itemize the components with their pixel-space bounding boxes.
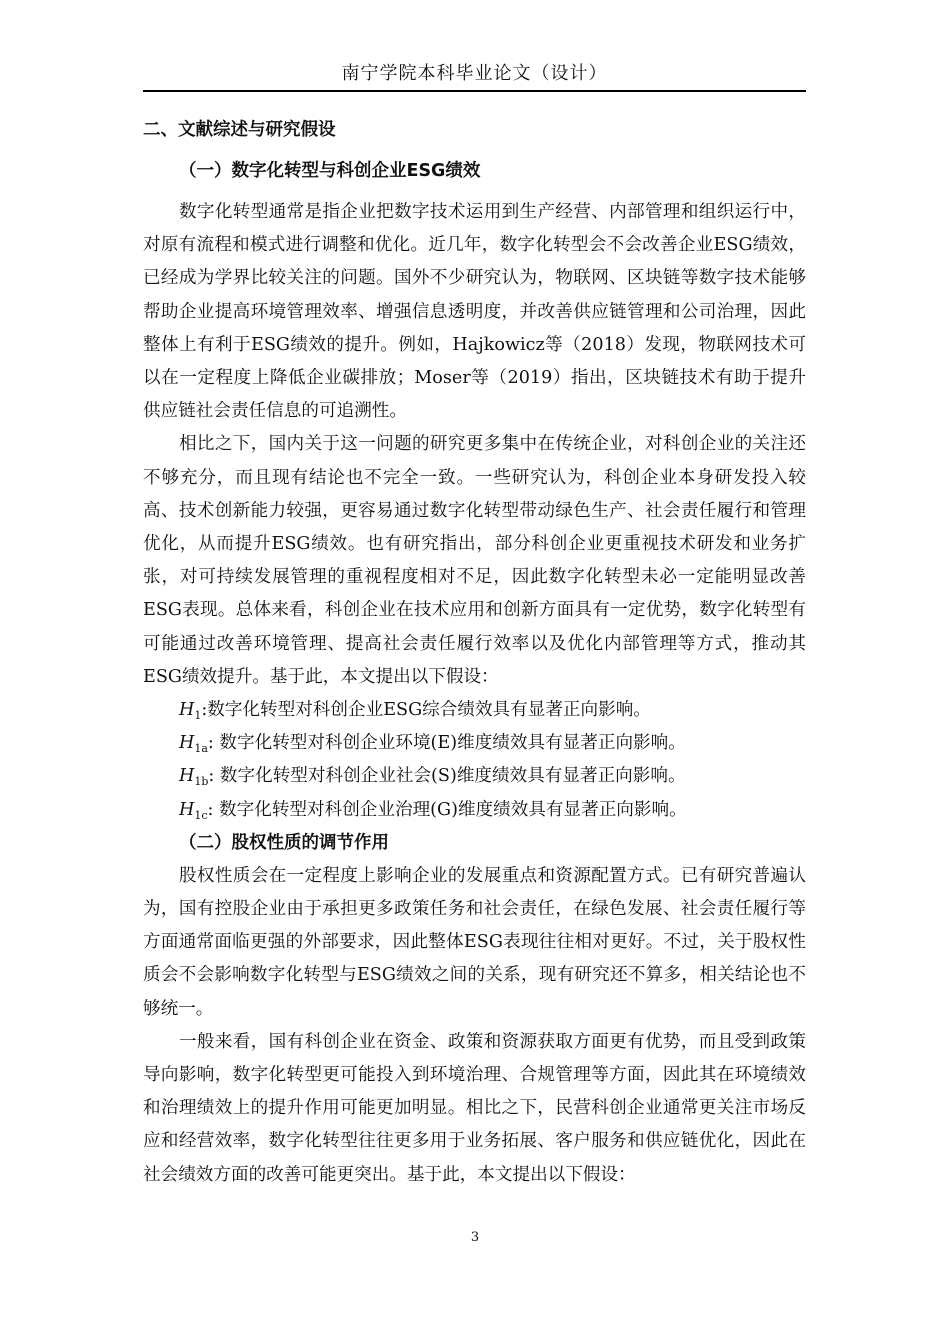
hypothesis-subscript: 1a — [194, 742, 208, 756]
hypothesis-subscript: 1b — [194, 775, 209, 789]
hypothesis-symbol: H — [179, 766, 195, 787]
page-body — [143, 114, 806, 1192]
page-header: 南宁学院本科毕业论文（设计） — [341, 63, 608, 84]
hypothesis-subscript: 1c — [194, 808, 208, 822]
subsection-heading-1: （一）数字化转型与科创企业ESG绩效 — [179, 161, 481, 181]
hypothesis-h1 — [143, 694, 806, 727]
header-rule — [143, 90, 806, 92]
hypothesis-text: : 数字化转型对科创企业社会(S)维度绩效具有显著正向影响。 — [208, 766, 686, 787]
hypothesis-text: : 数字化转型对科创企业环境(E)维度绩效具有显著正向影响。 — [207, 733, 686, 754]
hypothesis-h1a — [143, 727, 806, 760]
hypothesis-symbol: H — [179, 700, 195, 721]
hypothesis-symbol: H — [179, 799, 195, 820]
paragraph-1: 数字化转型通常是指企业把数字技术运用到生产经营、内部管理和组织运行中，对原有流程和模式进行调整和优化。近几年，数字化转型会不会改善企业ESG绩效，已经成为学界比较关注的问题。国外不少研究认为，物联网、区块链等数字技术能够帮助企业提高环境管理效率、增强信息透明度，并改善供应链管理和公司治理，因此整体上有利于ESG绩效的提升。例如，Hajkowicz等（2018）发现，物联网技术可以在一定程度上降低企业碳排放；Moser等（2019）指出，区块链技术有助于提升供应链社会责任信息的可追溯性。 — [143, 202, 806, 422]
hypothesis-h1b — [143, 760, 806, 793]
hypothesis-subscript: 1 — [194, 709, 202, 723]
paragraph-3: 股权性质会在一定程度上影响企业的发展重点和资源配置方式。已有研究普遍认为，国有控股企业由于承担更多政策任务和社会责任，在绿色发展、社会责任履行等方面通常面临更强的外部要求，因此整体ESG表现往往相对更好。不过，关于股权性质会不会影响数字化转型与ESG绩效之间的关系，现有研究还不算多，相关结论也不够统一。 — [143, 865, 806, 1019]
hypothesis-symbol: H — [179, 733, 195, 754]
paragraph-2: 相比之下，国内关于这一问题的研究更多集中在传统企业，对科创企业的关注还不够充分，而且现有结论也不完全一致。一些研究认为，科创企业本身研发投入较高、技术创新能力较强，更容易通过数字化转型带动绿色生产、社会责任履行和管理优化，从而提升ESG绩效。也有研究指出，部分科创企业更重视技术研发和业务扩张，对可持续发展管理的重视程度相对不足，因此数字化转型未必一定能明显改善ESG表现。总体来看，科创企业在技术应用和创新方面具有一定优势，数字化转型有可能通过改善环境管理、提高社会责任履行效率以及优化内部管理等方式，推动其ESG绩效提升。基于此，本文提出以下假设： — [143, 434, 806, 687]
hypothesis-text: : 数字化转型对科创企业治理(G)维度绩效具有显著正向影响。 — [207, 799, 687, 820]
page-number: 3 — [470, 1230, 480, 1245]
hypothesis-h1c — [143, 794, 806, 827]
section-heading: 二、文献综述与研究假设 — [143, 120, 336, 140]
paragraph-4: 一般来看，国有科创企业在资金、政策和资源获取方面更有优势，而且受到政策导向影响，数字化转型更可能投入到环境治理、合规管理等方面，因此其在环境绩效和治理绩效上的提升作用可能更加明显。相比之下，民营科创企业通常更关注市场反应和经营效率，数字化转型往往更多用于业务拓展、客户服务和供应链优化，因此在社会绩效方面的改善可能更突出。基于此，本文提出以下假设： — [143, 1031, 806, 1185]
hypothesis-text: :数字化转型对科创企业ESG综合绩效具有显著正向影响。 — [201, 700, 651, 721]
subsection-heading-2: （二）股权性质的调节作用 — [179, 832, 389, 853]
